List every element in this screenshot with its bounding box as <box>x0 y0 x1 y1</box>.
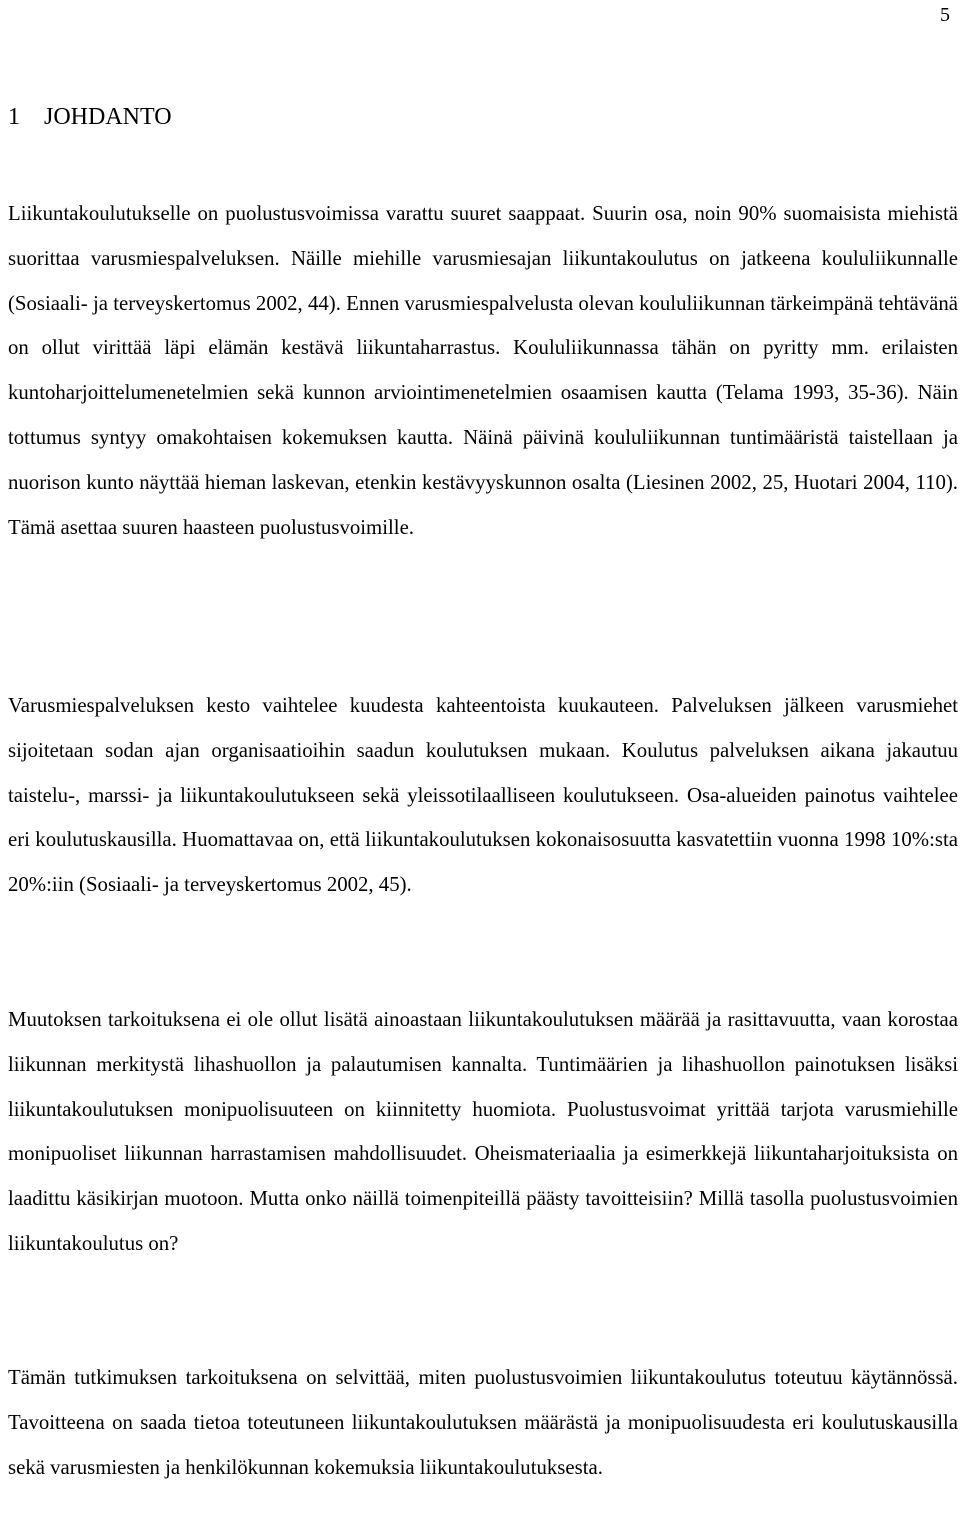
section-number: 1 <box>8 104 20 130</box>
paragraph-change-purpose: Muutoksen tarkoituksena ei ole ollut lisätä ainoastaan liikuntakoulutuksen määrää ja rasittavuutta, vaan korostaa liikunnan merkitystä lihashuollon ja palautumisen kannalta. Tuntimäärien ja lihashuollon painotuksen lisäksi liikuntakoulutuksen monipuolisuuteen on kiinnitetty huomiota. Puolustusvoimat yrittää tarjota varusmiehille monipuoliset liikunnan harrastamisen mahdollisuudet. Oheismateriaalia ja esimerkkejä liikuntaharjoituksista on laadittu käsikirjan muotoon. Mutta onko näillä toimenpiteillä päästy tavoitteisiin? Millä tasolla puolustusvoimien liikuntakoulutus on? <box>8 1008 958 1255</box>
paragraph-study-aim: Tämän tutkimuksen tarkoituksena on selvittää, miten puolustusvoimien liikuntakoulutus toteutuu käytännössä. Tavoitteena on saada tietoa toteutuneen liikuntakoulutuksen määrästä ja monipuolisuudesta eri koulutuskausilla sekä varusmiesten ja henkilökunnan kokemuksia liikuntakoulutuksesta. <box>8 1366 958 1479</box>
paragraph-service-duration: Varusmiespalveluksen kesto vaihtelee kuudesta kahteentoista kuukauteen. Palveluksen jälkeen varusmiehet sijoitetaan sodan ajan organisaatioihin saadun koulutuksen mukaan. Koulutus palveluksen aikana jakautuu taistelu-, marssi- ja liikuntakoulutukseen sekä yleissotilaalliseen koulutukseen. Osa-alueiden painotus vaihtelee eri koulutuskausilla. Huomattavaa on, että liikuntakoulutuksen kokonaisosuutta kasvatettiin vuonna 1998 10%:sta 20%:iin (Sosiaali- ja terveyskertomus 2002, 45). <box>8 694 958 897</box>
section-title: JOHDANTO <box>44 104 172 130</box>
page-number: 5 <box>940 4 950 26</box>
paragraph-intro: Liikuntakoulutukselle on puolustusvoimissa varattu suuret saappaat. Suurin osa, noin 90% suomaisista miehistä suorittaa varusmiespalveluksen. Näille miehille varusmiesajan liikuntakoulutus on jatkeena koululiikunnalle (Sosiaali- ja terveyskertomus 2002, 44). Ennen varusmiespalvelusta olevan koululiikunnan tärkeimpänä tehtävänä on ollut virittää läpi elämän kestävä liikuntaharrastus. Koululiikunnassa tähän on pyritty mm. erilaisten kuntoharjoittelumenetelmien sekä kunnon arviointimenetelmien osaamisen kautta (Telama 1993, 35-36). Näin tottumus syntyy omakohtaisen kokemuksen kautta. Näinä päivinä koululiikunnan tuntimääristä taistellaan ja nuorison kunto näyttää hieman laskevan, etenkin kestävyyskunnon osalta (Liesinen 2002, 25, Huotari 2004, 110). Tämä asettaa suuren haasteen puolustusvoimille. <box>8 202 958 539</box>
section-heading <box>8 104 172 131</box>
